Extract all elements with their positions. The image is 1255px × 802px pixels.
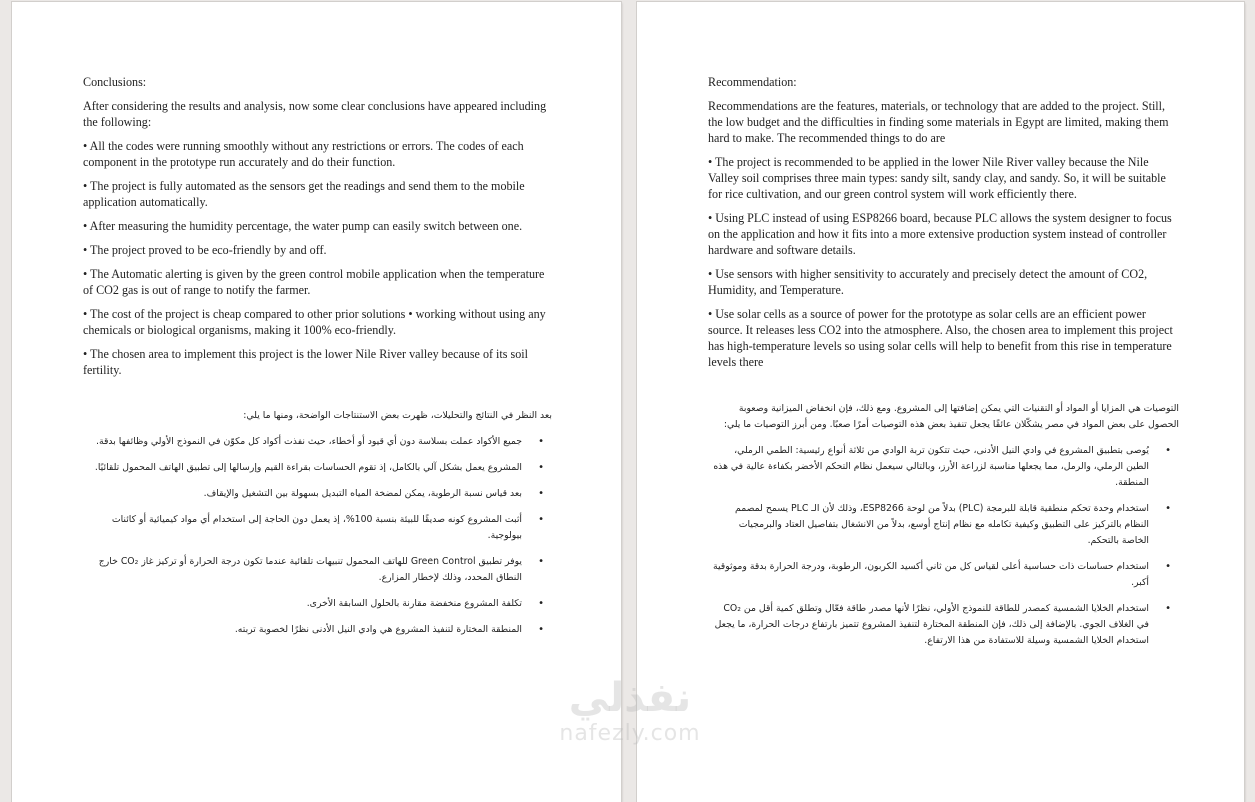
recommendation-arabic-item bbox=[709, 601, 1171, 649]
conclusion-arabic-text: المشروع يعمل بشكل آلي بالكامل، إذ تقوم الحساسات بقراءة القيم وإرسالها إلى تطبيق الهاتف المحمول تلقائيًا. bbox=[94, 462, 522, 473]
conclusion-arabic-item bbox=[92, 554, 544, 586]
bullet-icon: • bbox=[1165, 561, 1171, 572]
conclusions-intro: After considering the results and analysis, now some clear conclusions have appeared including the following: bbox=[83, 99, 547, 129]
recommendation-item: • The project is recommended to be applied in the lower Nile River valley because the Nile Valley soil comprises three main types: sandy silt, sandy clay, and sandy. So, it will be suitable for rice cultivation, and our green control system will work efficiently there. bbox=[708, 155, 1166, 201]
recommendation-english-section bbox=[708, 74, 1178, 378]
bullet-icon: • bbox=[538, 556, 544, 567]
bullet-icon: • bbox=[538, 436, 544, 447]
conclusion-arabic-item bbox=[92, 622, 544, 638]
document-page-right bbox=[637, 2, 1244, 802]
recommendation-item: • Using PLC instead of using ESP8266 board, because PLC allows the system designer to focus on the application and how it fits into a more extensive production system instead of controller hardware and software details. bbox=[708, 211, 1172, 257]
conclusion-arabic-item bbox=[92, 512, 544, 544]
document-page-left bbox=[12, 2, 621, 802]
recommendation-arabic-text: استخدام وحدة تحكم منطقية قابلة للبرمجة (PLC) بدلاً من لوحة ESP8266، وذلك لأن الـ PLC يسمح لمصمم النظام بالتركيز على التطبيق وكيفية تكامله مع نظام إنتاج أوسع، بدلاً من الانشغال بتفاصيل العتاد والبرمجيات الخاصة بالتحكم. bbox=[735, 503, 1149, 546]
recommendation-arabic-intro: التوصيات هي المزايا أو المواد أو التقنيات التي يمكن إضافتها إلى المشروع. ومع ذلك، فإن انخفاض الميزانية وصعوبة الحصول على بعض المواد في مصر يشكّلان عائقًا يجعل تنفيذ بعض هذه التوصيات أمرًا صعبًا. ومن أبرز التوصيات ما يلي: bbox=[723, 403, 1179, 430]
conclusion-item: • The project is fully automated as the sensors get the readings and send them to the mobile application automatically. bbox=[83, 179, 525, 209]
recommendation-arabic-item bbox=[709, 501, 1171, 549]
conclusion-arabic-text: تكلفة المشروع منخفضة مقارنة بالحلول السابقة الأخرى. bbox=[306, 598, 522, 609]
recommendation-arabic-text: يُوصى بتطبيق المشروع في وادي النيل الأدنى، حيث تتكون تربة الوادي من ثلاثة أنواع رئيسية: الطمي الرملي، الطين الرملي، والرمل، مما يجعلها مناسبة لزراعة الأرز، وبالتالي سيعمل نظام التحكم الأخضر بكفاءة عالية في هذه المنطقة. bbox=[713, 445, 1149, 488]
conclusion-item: • The Automatic alerting is given by the green control mobile application when the temperature of CO2 gas is out of range to notify the farmer. bbox=[83, 267, 545, 297]
recommendation-arabic-item bbox=[709, 443, 1171, 491]
conclusion-arabic-item bbox=[92, 486, 544, 502]
conclusion-item: • All the codes were running smoothly without any restrictions or errors. The codes of each component in the prototype run accurately and do their function. bbox=[83, 139, 524, 169]
bullet-icon: • bbox=[538, 624, 544, 635]
conclusion-item: • The project proved to be eco-friendly by and off. bbox=[83, 243, 327, 257]
recommendation-arabic-list bbox=[709, 443, 1179, 649]
conclusion-arabic-text: المنطقة المختارة لتنفيذ المشروع هي وادي النيل الأدنى نظرًا لخصوبة تربته. bbox=[234, 624, 522, 635]
bullet-icon: • bbox=[538, 462, 544, 473]
recommendation-arabic-item bbox=[709, 559, 1171, 591]
watermark-arabic-logo: نفذلي bbox=[568, 675, 692, 721]
bullet-icon: • bbox=[1165, 503, 1171, 514]
conclusion-item: • After measuring the humidity percentage, the water pump can easily switch between one. bbox=[83, 219, 523, 233]
conclusion-arabic-item bbox=[92, 460, 544, 476]
bullet-icon: • bbox=[1165, 603, 1171, 614]
bullet-icon: • bbox=[1165, 445, 1171, 456]
conclusion-arabic-text: يوفر تطبيق Green Control للهاتف المحمول تنبيهات تلقائية عندما تكون درجة الحرارة أو تركيز غاز CO₂ خارج النطاق المحدد، وذلك لإخطار المزارع. bbox=[98, 556, 522, 583]
conclusion-arabic-text: أثبت المشروع كونه صديقًا للبيئة بنسبة 100%، إذ يعمل دون الحاجة إلى استخدام أي مواد كيميائية أو كائنات بيولوجية. bbox=[111, 514, 522, 541]
conclusions-english-section bbox=[83, 74, 553, 386]
recommendation-arabic-text: استخدام الخلايا الشمسية كمصدر للطاقة للنموذج الأولي، نظرًا لأنها مصدر طاقة فعّال وتطلق كمية أقل من CO₂ في الغلاف الجوي. بالإضافة إلى ذلك، فإن المنطقة المختارة لتنفيذ المشروع تتميز بارتفاع درجات الحرارة، ما يجعل استخدام الخلايا الشمسية وسيلة للاستفادة من هذا الارتفاع. bbox=[714, 603, 1149, 646]
bullet-icon: • bbox=[538, 514, 544, 525]
conclusion-arabic-item bbox=[92, 434, 544, 450]
conclusions-arabic-section bbox=[92, 408, 552, 648]
recommendation-item: • Use sensors with higher sensitivity to accurately and precisely detect the amount of CO2, Humidity, and Temperature. bbox=[708, 267, 1148, 297]
watermark-url: nafezly.com bbox=[559, 721, 701, 746]
conclusion-arabic-text: بعد قياس نسبة الرطوبة، يمكن لمضخة المياه التبديل بسهولة بين التشغيل والإيقاف. bbox=[203, 488, 522, 499]
conclusions-arabic-intro: بعد النظر في النتائج والتحليلات، ظهرت بعض الاستنتاجات الواضحة، ومنها ما يلي: bbox=[243, 410, 552, 421]
recommendation-arabic-text: استخدام حساسات ذات حساسية أعلى لقياس كل من ثاني أكسيد الكربون، الرطوبة، ودرجة الحرارة بدقة وموثوقية أكبر. bbox=[712, 561, 1149, 588]
conclusion-item: • The chosen area to implement this project is the lower Nile River valley because of its soil fertility. bbox=[83, 347, 528, 377]
conclusions-heading: Conclusions: bbox=[83, 75, 147, 89]
bullet-icon: • bbox=[538, 488, 544, 499]
conclusion-item: • The cost of the project is cheap compared to other prior solutions • working without using any chemicals or biological organisms, making it 100% eco-friendly. bbox=[83, 307, 546, 337]
recommendation-intro: Recommendations are the features, materials, or technology that are added to the project. Still, the low budget and the difficulties in finding some materials in Egypt are limited, making them hard to make. The recommended things to do are bbox=[708, 99, 1169, 145]
recommendation-heading: Recommendation: bbox=[708, 75, 797, 89]
conclusions-arabic-list bbox=[92, 434, 552, 638]
conclusion-arabic-item bbox=[92, 596, 544, 612]
conclusion-arabic-text: جميع الأكواد عملت بسلاسة دون أي قيود أو أخطاء، حيث نفذت أكواد كل مكوّن في النموذج الأولي وظائفها بدقة. bbox=[96, 436, 522, 447]
bullet-icon: • bbox=[538, 598, 544, 609]
recommendation-item: • Use solar cells as a source of power for the prototype as solar cells are an efficient power source. It releases less CO2 into the atmosphere. Also, the chosen area to implement this project has high-temperature levels so using solar cells will help to benefit from this rise in temperature levels there bbox=[708, 307, 1173, 369]
recommendation-arabic-section bbox=[709, 401, 1179, 659]
